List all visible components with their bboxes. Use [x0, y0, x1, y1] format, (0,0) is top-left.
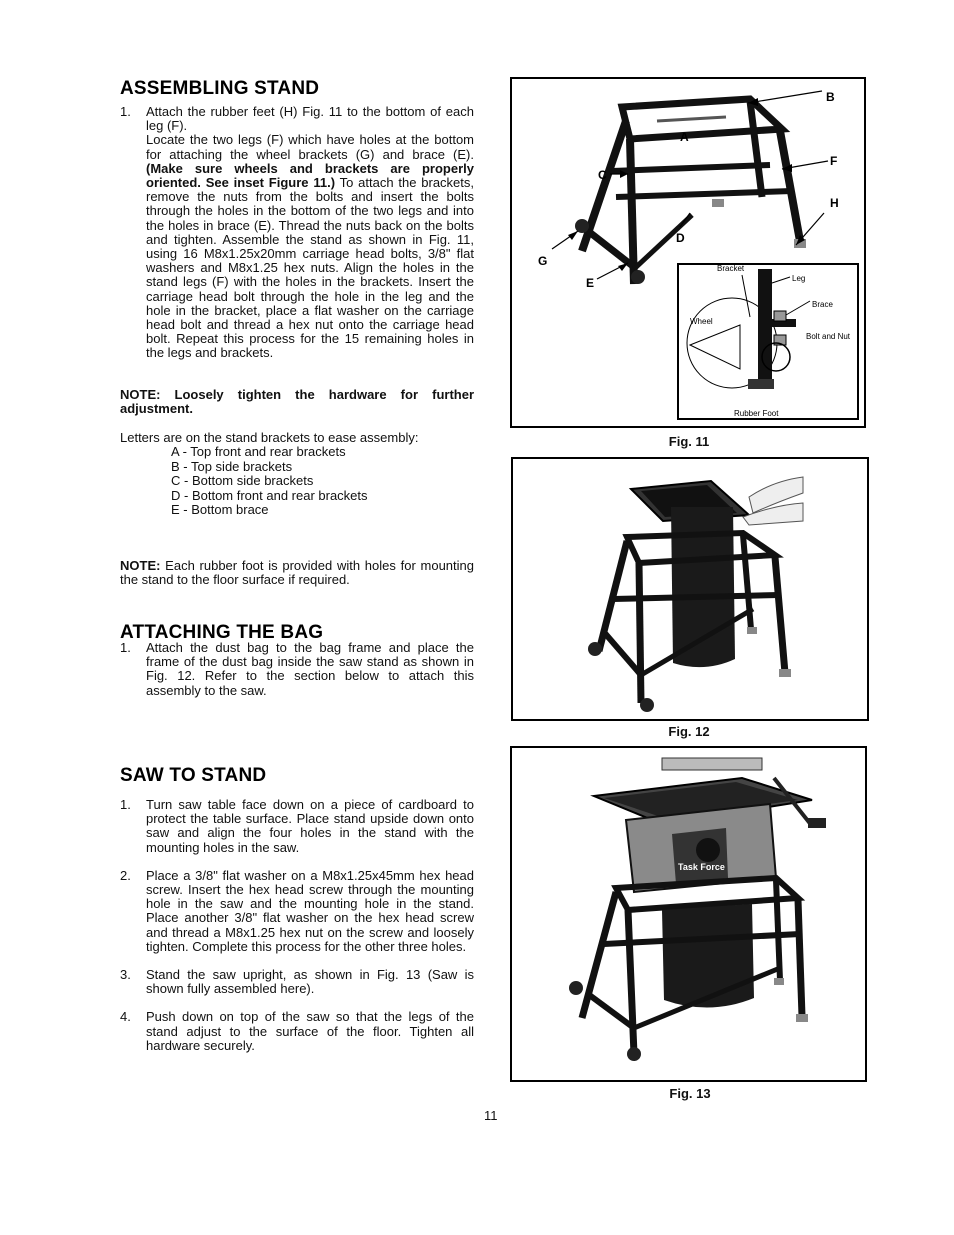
- step-1-text-b: [146, 133, 474, 360]
- figure-13-frame: [510, 746, 867, 1082]
- step-1-text-a: Attach the rubber feet (H) Fig. 11 to the bottom of each leg (F).: [146, 104, 474, 134]
- assembling-step-1: [120, 105, 474, 361]
- letter-item: A - Top front and rear brackets: [171, 444, 346, 460]
- figure-11-frame: [510, 77, 866, 428]
- figure-12-frame: [511, 457, 869, 721]
- label-F: F: [830, 154, 838, 168]
- saw-step-text: Place a 3/8" flat washer on a M8x1.25x45mm hex head screw. Insert the hex head screw through the mounting hole in the saw and the mounting hole in the stand. Place another 3/8" flat washer on the hex head screw and thread a M8x1.25 hex nut on the screw and loosely tighten. Complete this process for the other three holes.: [146, 867, 474, 954]
- page-number: 11: [484, 1108, 498, 1123]
- stand-assembly-illustration: [512, 79, 864, 426]
- inset-label-leg: Leg: [792, 274, 806, 283]
- note-label: NOTE:: [120, 558, 161, 573]
- step-number: 1.: [120, 104, 131, 119]
- saw-step: [120, 968, 474, 996]
- bracket-letters-list: [120, 431, 480, 517]
- letter-item: B - Top side brackets: [171, 458, 293, 474]
- step-1-text-b-intro: Locate the two legs (F) which have holes at the bottom for attaching the wheel brackets (G) and brace (E).: [146, 132, 474, 162]
- heading-saw-to-stand: SAW TO STAND: [120, 765, 267, 786]
- inset-label-bolt: Bolt and Nut: [806, 332, 851, 341]
- saw-step-text: Stand the saw upright, as shown in Fig. 13 (Saw is shown fully assembled here).: [146, 967, 474, 997]
- letters-intro: Letters are on the stand brackets to ease assembly:: [120, 430, 419, 445]
- letter-item: E - Bottom brace: [171, 502, 269, 518]
- inset-label-rubber-foot: Rubber Foot: [734, 409, 779, 418]
- step-1-orientation-warning: (Make sure wheels and brackets are properly oriented. See inset Figure 11.): [146, 160, 474, 191]
- step-number: 4.: [120, 1009, 131, 1025]
- label-D: D: [676, 231, 685, 245]
- inset-label-brace: Brace: [812, 300, 833, 309]
- saw-step: [120, 1010, 474, 1053]
- step-number: 1.: [120, 640, 131, 655]
- heading-attaching-bag: ATTACHING THE BAG: [120, 622, 324, 643]
- label-G: G: [538, 254, 548, 268]
- figure-11-caption: Fig. 11: [668, 434, 710, 449]
- saw-on-stand-illustration: [512, 748, 865, 1080]
- label-H: H: [830, 196, 839, 210]
- saw-step-text: Turn saw table face down on a piece of cardboard to protect the table surface. Place stand upside down onto saw and align the four holes in the stand with the mounting holes in the saw.: [146, 797, 474, 855]
- saw-step-text: Push down on top of the saw so that the legs of the stand adjust to the surface of the floor. Tighten all hardware securely.: [146, 1009, 474, 1053]
- heading-assembling-stand: ASSEMBLING STAND: [120, 78, 320, 99]
- step-number: 1.: [120, 797, 131, 812]
- bag-installation-illustration: [513, 459, 867, 719]
- inset-label-bracket: Bracket: [717, 264, 745, 273]
- saw-step: [120, 798, 474, 855]
- letter-item: C - Bottom side brackets: [171, 473, 314, 489]
- saw-steps: [120, 798, 474, 1053]
- bag-step-1: [120, 641, 474, 698]
- step-1-text-b-rest: To attach the brackets, remove the nuts from the bolts and insert the bolts through the holes in the bottom of the two legs and into the holes in brace (E). Thread the nuts back on the bolts and tighten. Assemble the stand as shown in Fig. 11, using 16 M8x1.25x20mm carriage head bolts, 3/8" flat washers and M8x1.25 hex nuts. Align the holes in the stand legs (F) with the holes in the brackets. Insert the carriage head bolt through the hole in the leg and the hole in the bracket, place a flat washer on the carriage head bolt and thread a hex nut onto the carriage head bolt. Repeat this process for the 15 remaining holes in the legs and brackets.: [146, 175, 474, 361]
- inset-label-wheel: Wheel: [690, 317, 713, 326]
- note-text: Each rubber foot is provided with holes for mounting the stand to the floor surface if required.: [120, 558, 474, 588]
- saw-brand-label: Task Force: [678, 862, 725, 872]
- letter-item: D - Bottom front and rear brackets: [171, 487, 368, 503]
- figure-13-caption: Fig. 13: [669, 1086, 711, 1101]
- bag-step-1-text: Attach the dust bag to the bag frame and place the frame of the dust bag inside the saw stand as shown in Fig. 12. Refer to the section below to attach this assembly to the saw.: [146, 640, 474, 698]
- figure-12-caption: Fig. 12: [668, 724, 710, 739]
- step-number: 3.: [120, 967, 131, 983]
- label-C: C: [598, 168, 607, 182]
- label-B: B: [826, 90, 835, 104]
- step-number: 2.: [120, 867, 131, 883]
- label-E: E: [586, 276, 595, 290]
- note-rubber-foot: [120, 559, 474, 587]
- note-loosely-tighten: NOTE: Loosely tighten the hardware for further adjustment.: [120, 387, 474, 417]
- saw-step: [120, 869, 474, 954]
- label-A: A: [680, 130, 689, 144]
